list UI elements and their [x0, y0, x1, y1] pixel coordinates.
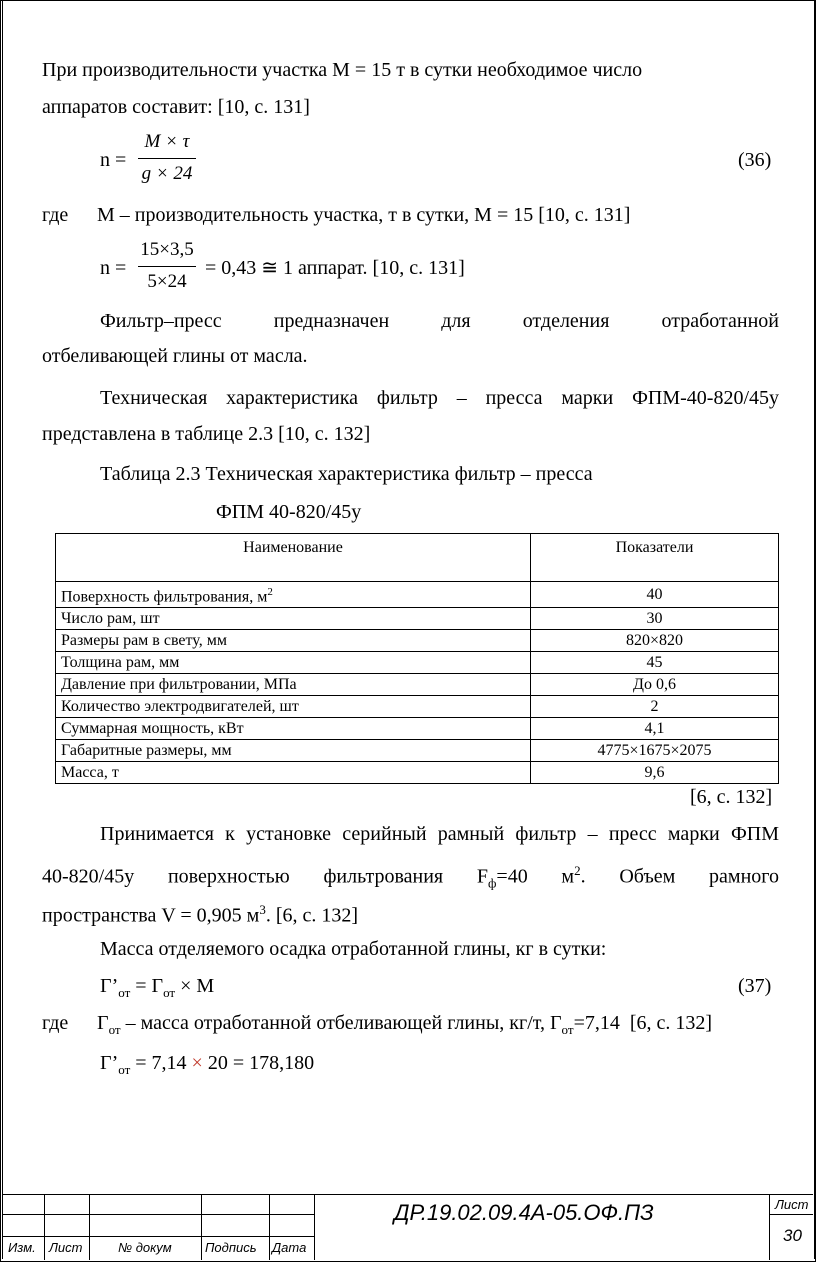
title-block — [2, 1194, 813, 1260]
table-row — [56, 582, 779, 608]
where-2-label: где — [42, 1012, 69, 1034]
document-code: ДР.19.02.09.4А-05.ОФ.ПЗ — [394, 1200, 654, 1225]
row-label: Размеры рам в свету, мм — [56, 630, 531, 652]
calc-2: $Г’_{от} = 7,14 \times 20 = 178,180$ — [100, 1052, 315, 1077]
where-1-label: где — [42, 204, 69, 226]
formula-36-denominator: g × 24 — [141, 163, 193, 184]
formula-37-number: (37) — [738, 975, 772, 997]
row-label: Давление при фильтровании, МПа — [56, 674, 531, 696]
stamp-row-line — [2, 1214, 314, 1215]
paragraph-4-line-3: пространства V = 0,905 $м^3$. [6, с. 132] — [42, 902, 359, 927]
row-value: 45 — [531, 652, 779, 674]
row-label: Габаритные размеры, мм — [56, 740, 531, 762]
table-caption-line-2: ФПМ 40-820/45у — [216, 501, 362, 523]
sheet-number: 30 — [783, 1226, 802, 1245]
calc-1-numerator: 15×3,5 — [140, 239, 194, 260]
paragraph-5: Масса отделяемого осадка отработанной глины, кг в сутки: — [100, 938, 607, 960]
row-value: 9,6 — [531, 762, 779, 784]
row-label: Масса, т — [56, 762, 531, 784]
formula-37: $Г’_{от} = Г_{от} \times М$ — [100, 975, 215, 1000]
stamp-col-doc: № докум — [118, 1240, 172, 1255]
table-caption-line-1: Таблица 2.3 Техническая характеристика фильтр – пресса — [100, 463, 593, 485]
sheet-label: Лист — [775, 1197, 809, 1212]
fraction-bar — [138, 266, 196, 267]
calc-1-result: = 0,43 ≅ 1 аппарат. [10, с. 131] — [205, 257, 465, 279]
formula-36-fraction — [138, 131, 196, 187]
where-2-text: $Г_{от}$ – масса отработанной отбеливающей глины, кг/т, $Г_{от}=7,14$ [6, с. 132] — [97, 1012, 713, 1037]
row-value: 2 — [531, 696, 779, 718]
calc-1-denominator: 5×24 — [147, 271, 187, 292]
table-row — [56, 652, 779, 674]
table-row — [56, 674, 779, 696]
header-name: Наименование — [56, 534, 531, 582]
formula-36-lhs: n = — [100, 149, 127, 171]
stamp-col-line — [201, 1194, 202, 1260]
fraction-bar — [138, 158, 196, 159]
stamp-col-line — [44, 1194, 45, 1260]
table-header-row — [56, 534, 779, 582]
paragraph-3-line-2: представлена в таблице 2.3 [10, с. 132] — [42, 423, 371, 445]
stamp-sheet-line — [769, 1214, 813, 1215]
row-label: Поверхность фильтрования, $м^2$ — [56, 582, 531, 608]
row-label: Толщина рам, мм — [56, 652, 531, 674]
stamp-col-line — [314, 1194, 315, 1260]
stamp-col-izm: Изм. — [8, 1240, 36, 1255]
table-row — [56, 630, 779, 652]
calc-1-fraction — [138, 239, 196, 295]
table-row — [56, 608, 779, 630]
row-value: 4775×1675×2075 — [531, 740, 779, 762]
paragraph-1-line-2: аппаратов составит: [10, с. 131] — [42, 96, 310, 118]
paragraph-3-line-1: Техническая характеристика фильтр – пресса марки ФПМ-40-820/45у — [100, 387, 779, 409]
table-row — [56, 740, 779, 762]
stamp-col-sign: Подпись — [205, 1240, 257, 1255]
header-value: Показатели — [531, 534, 779, 582]
stamp-top-line — [2, 1194, 813, 1195]
row-label: Суммарная мощность, кВт — [56, 718, 531, 740]
table-row — [56, 718, 779, 740]
table-row — [56, 762, 779, 784]
table-source: [6, с. 132] — [690, 786, 773, 808]
stamp-row-line — [2, 1236, 314, 1237]
where-1-text: М – производительность участка, т в сутки, М = 15 [10, с. 131] — [97, 204, 631, 226]
paragraph-4-line-2: 40-820/45у поверхностью фильтрования $F_ф=40$ $м^2$. Объем рамного — [42, 863, 779, 891]
row-value: 40 — [531, 582, 779, 608]
paragraph-1-line-1: При производительности участка М = 15 т в сутки необходимое число — [42, 59, 643, 81]
stamp-col-line — [269, 1194, 270, 1260]
row-value: До 0,6 — [531, 674, 779, 696]
paragraph-4-line-1: Принимается к установке серийный рамный фильтр – пресс марки ФПМ — [100, 823, 779, 845]
formula-36-number: (36) — [738, 149, 772, 171]
stamp-col-list: Лист — [49, 1240, 83, 1255]
row-label: Число рам, шт — [56, 608, 531, 630]
row-value: 30 — [531, 608, 779, 630]
stamp-col-line — [769, 1194, 770, 1260]
row-value: 4,1 — [531, 718, 779, 740]
calc-1-lhs: n = — [100, 257, 127, 279]
row-value: 820×820 — [531, 630, 779, 652]
stamp-col-date: Дата — [272, 1240, 307, 1255]
paragraph-2-line-1: Фильтр–пресс предназначен для отделения отработанной — [100, 310, 779, 332]
spec-table — [55, 533, 779, 784]
row-label: Количество электродвигателей, шт — [56, 696, 531, 718]
paragraph-2-line-2: отбеливающей глины от масла. — [42, 345, 308, 367]
stamp-col-line — [89, 1194, 90, 1260]
table-row — [56, 696, 779, 718]
formula-36-numerator: M × τ — [144, 131, 190, 152]
